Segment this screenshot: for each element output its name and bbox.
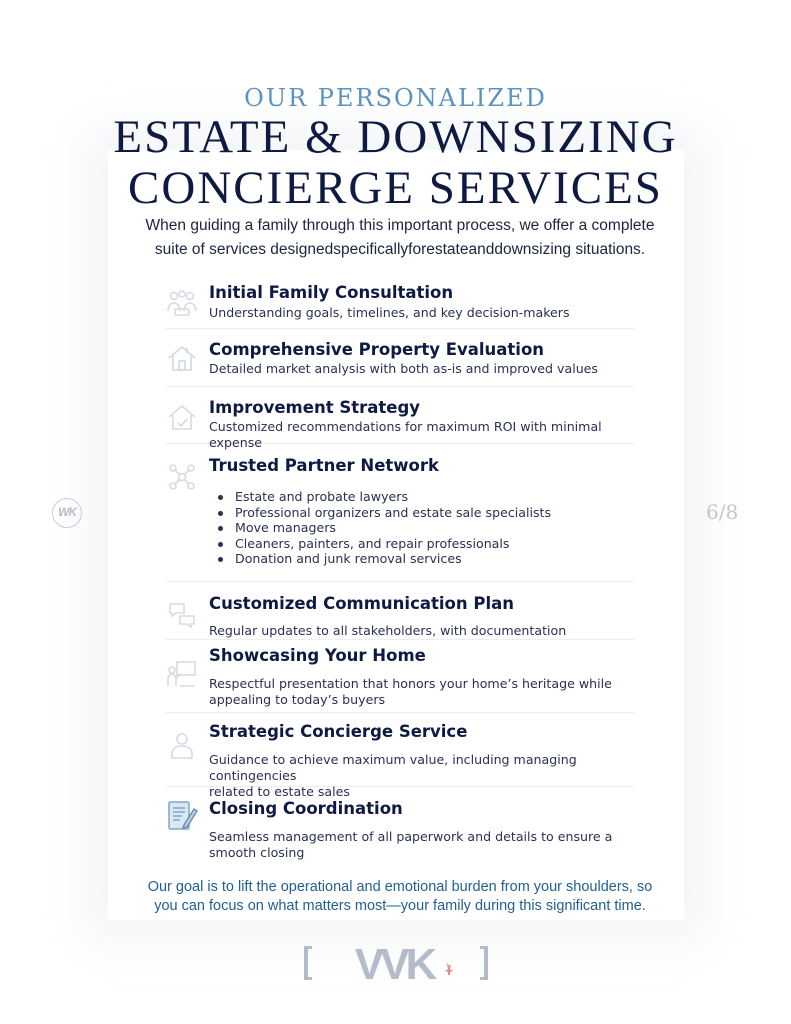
intro-line-2: suite of services designedspecificallyforestateanddownsizing situations. bbox=[154, 241, 646, 258]
service-description bbox=[209, 676, 654, 708]
service-partner-network bbox=[165, 456, 635, 582]
service-title: Initial Family Consultation bbox=[209, 283, 454, 302]
service-description: Regular updates to all stakeholders, with documentation bbox=[209, 623, 567, 638]
service-description bbox=[209, 752, 654, 800]
partner-list bbox=[217, 489, 551, 567]
list-item: Estate and probate lawyers bbox=[217, 489, 551, 505]
eyebrow-heading: OUR PERSONALIZED bbox=[244, 84, 547, 112]
closing-line-1: Our goal is to lift the operational and emotional burden from your shoulders, so bbox=[147, 879, 653, 895]
service-title: Closing Coordination bbox=[209, 799, 403, 818]
description-line: appealing to today’s buyers bbox=[209, 692, 386, 707]
house-improvement-icon bbox=[165, 400, 199, 434]
brand-logo-icon bbox=[296, 938, 496, 988]
service-title: Comprehensive Property Evaluation bbox=[209, 340, 545, 359]
service-communication-plan bbox=[165, 594, 635, 640]
intro-line-1: When guiding a family through this important process, we offer a complete bbox=[145, 217, 655, 234]
description-line: Seamless management of all paperwork and details to ensure a bbox=[209, 829, 613, 844]
service-title: Showcasing Your Home bbox=[209, 646, 426, 665]
service-description: Detailed market analysis with both as-is and improved values bbox=[209, 361, 598, 376]
side-logo-badge: WK bbox=[52, 498, 82, 528]
maple-leaf-icon bbox=[445, 962, 453, 975]
network-icon bbox=[165, 460, 199, 494]
list-item: Donation and junk removal services bbox=[217, 551, 551, 567]
description-line: related to estate sales bbox=[209, 784, 350, 799]
service-title: Customized Communication Plan bbox=[209, 594, 514, 613]
description-line: Respectful presentation that honors your home’s heritage while bbox=[209, 676, 612, 691]
list-item: Cleaners, painters, and repair professionals bbox=[217, 536, 551, 552]
footer-logo bbox=[296, 938, 496, 988]
intro-paragraph bbox=[140, 214, 660, 262]
service-description: Understanding goals, timelines, and key decision-makers bbox=[209, 305, 570, 320]
description-line: smooth closing bbox=[209, 845, 305, 860]
presentation-icon bbox=[165, 658, 199, 692]
service-title: Improvement Strategy bbox=[209, 398, 421, 417]
paperwork-icon bbox=[165, 799, 199, 833]
service-description: Customized recommendations for maximum ROI with minimal expense bbox=[209, 419, 602, 450]
title-line-2: CONCIERGE SERVICES bbox=[128, 161, 663, 214]
service-description bbox=[209, 829, 654, 861]
concierge-person-icon bbox=[165, 728, 199, 762]
service-title: Strategic Concierge Service bbox=[209, 722, 468, 741]
service-strategic-concierge bbox=[165, 722, 635, 799]
service-property-evaluation bbox=[165, 340, 635, 387]
service-initial-consultation bbox=[165, 283, 635, 329]
closing-statement bbox=[130, 878, 670, 916]
list-item: Professional organizers and estate sale specialists bbox=[217, 505, 551, 521]
page-number: 6/8 bbox=[706, 500, 739, 524]
service-improvement-strategy bbox=[165, 398, 635, 450]
page-title bbox=[0, 112, 791, 214]
service-showcasing-home bbox=[165, 646, 635, 713]
family-meeting-icon bbox=[165, 287, 199, 321]
title-line-1: ESTATE & DOWNSIZING bbox=[113, 111, 678, 163]
chat-bubbles-icon bbox=[165, 596, 199, 630]
service-title: Trusted Partner Network bbox=[209, 456, 439, 475]
description-line: Guidance to achieve maximum value, including managing contingencies bbox=[209, 752, 577, 783]
service-closing-coordination bbox=[165, 799, 635, 863]
footer-logo-text: VVK bbox=[354, 940, 434, 988]
list-item: Move managers bbox=[217, 520, 551, 536]
closing-line-2: you can focus on what matters most—your family during this significant time. bbox=[154, 898, 646, 914]
house-evaluation-icon bbox=[165, 342, 199, 376]
